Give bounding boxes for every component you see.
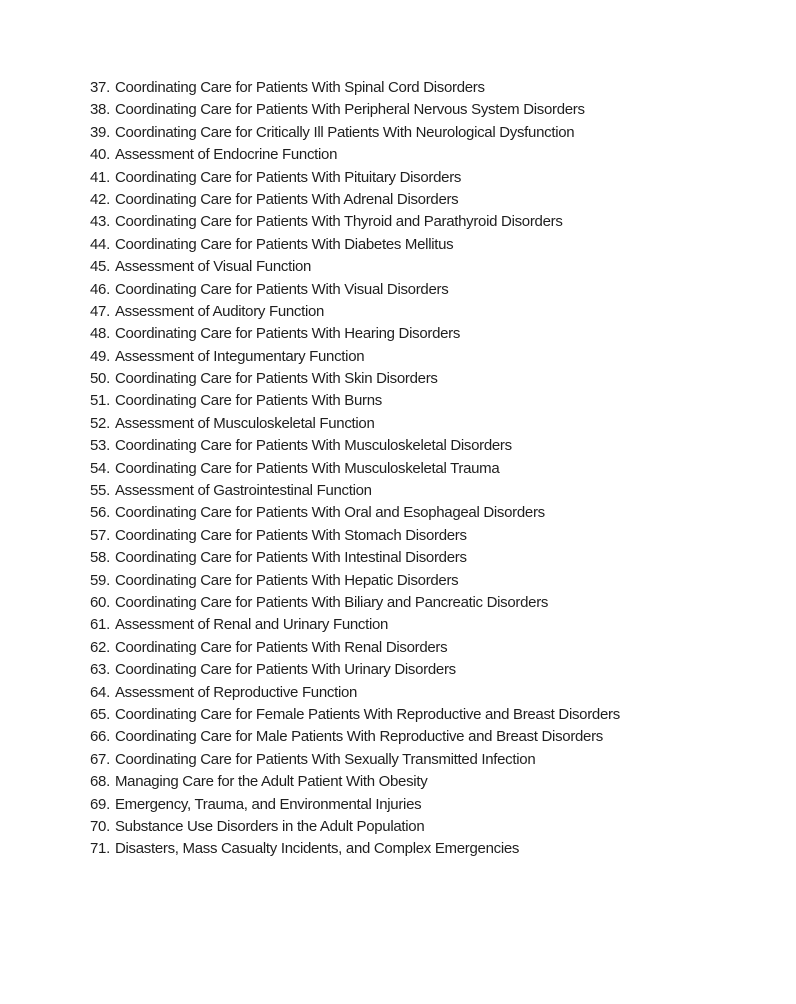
chapter-number: 41. bbox=[90, 168, 110, 186]
chapter-number: 63. bbox=[90, 661, 110, 679]
chapter-title: Coordinating Care for Patients With Oral and Esophageal Disorders bbox=[114, 504, 545, 522]
toc-list-item bbox=[90, 413, 620, 435]
chapter-title: Coordinating Care for Patients With Renal Disorders bbox=[114, 638, 448, 656]
chapter-number: 59. bbox=[90, 571, 110, 589]
toc-list-item bbox=[90, 637, 620, 659]
toc-list-item bbox=[90, 368, 620, 390]
chapter-title: Assessment of Gastrointestinal Function bbox=[114, 482, 372, 500]
toc-list-item bbox=[90, 77, 620, 99]
chapter-title: Coordinating Care for Patients With Stomach Disorders bbox=[114, 526, 467, 544]
chapter-number: 64. bbox=[90, 683, 110, 701]
toc-list-item bbox=[90, 570, 620, 592]
chapter-number: 58. bbox=[90, 549, 110, 567]
chapter-number: 46. bbox=[90, 280, 110, 298]
chapter-number: 51. bbox=[90, 392, 110, 410]
chapter-number: 56. bbox=[90, 504, 110, 522]
chapter-title: Assessment of Integumentary Function bbox=[114, 347, 365, 365]
chapter-number: 69. bbox=[90, 795, 110, 813]
chapter-number: 42. bbox=[90, 190, 110, 208]
chapter-title: Assessment of Renal and Urinary Function bbox=[114, 616, 389, 634]
toc-list-item bbox=[90, 189, 620, 211]
toc-list-item bbox=[90, 659, 620, 681]
chapter-title: Assessment of Reproductive Function bbox=[114, 683, 358, 701]
toc-list-item bbox=[90, 682, 620, 704]
chapter-number: 44. bbox=[90, 235, 110, 253]
chapter-number: 48. bbox=[90, 325, 110, 343]
toc-list-item bbox=[90, 704, 620, 726]
toc-list-item bbox=[90, 749, 620, 771]
chapter-number: 52. bbox=[90, 414, 110, 432]
toc-list-item bbox=[90, 592, 620, 614]
chapter-title: Coordinating Care for Patients With Intestinal Disorders bbox=[114, 549, 467, 567]
toc-list-item bbox=[90, 547, 620, 569]
chapter-title: Coordinating Care for Patients With Spinal Cord Disorders bbox=[114, 79, 485, 96]
toc-list-item bbox=[90, 838, 620, 860]
chapter-number: 68. bbox=[90, 773, 110, 791]
chapter-title: Coordinating Care for Female Patients With Reproductive and Breast Disorders bbox=[114, 705, 620, 723]
chapter-number: 61. bbox=[90, 616, 110, 634]
chapter-number: 55. bbox=[90, 482, 110, 500]
chapter-number: 37. bbox=[90, 79, 110, 96]
chapter-number: 43. bbox=[90, 213, 110, 231]
chapter-number: 67. bbox=[90, 750, 110, 768]
chapter-number: 71. bbox=[90, 840, 110, 858]
toc-list-item bbox=[90, 771, 620, 793]
toc-list-item bbox=[90, 211, 620, 233]
chapter-title: Assessment of Endocrine Function bbox=[114, 146, 338, 164]
toc-list-item bbox=[90, 614, 620, 636]
toc-list-item bbox=[90, 502, 620, 524]
chapter-title: Coordinating Care for Patients With Sexually Transmitted Infection bbox=[114, 750, 536, 768]
chapter-title: Coordinating Care for Patients With Musculoskeletal Disorders bbox=[114, 437, 512, 455]
chapter-title: Assessment of Visual Function bbox=[114, 258, 312, 276]
toc-list-item bbox=[90, 279, 620, 301]
toc-list-item bbox=[90, 794, 620, 816]
toc-list-item bbox=[90, 480, 620, 502]
toc-list-item bbox=[90, 726, 620, 748]
toc-list-item bbox=[90, 167, 620, 189]
chapter-number: 49. bbox=[90, 347, 110, 365]
toc-list-item bbox=[90, 816, 620, 838]
chapter-number: 65. bbox=[90, 705, 110, 723]
chapter-number: 62. bbox=[90, 638, 110, 656]
toc-list-item bbox=[90, 346, 620, 368]
chapter-title: Coordinating Care for Patients With Peripheral Nervous System Disorders bbox=[114, 101, 585, 119]
chapter-number: 39. bbox=[90, 123, 110, 141]
chapter-title: Coordinating Care for Patients With Biliary and Pancreatic Disorders bbox=[114, 593, 549, 611]
chapter-title: Disasters, Mass Casualty Incidents, and Complex Emergencies bbox=[114, 840, 520, 858]
chapter-number: 45. bbox=[90, 258, 110, 276]
chapter-number: 38. bbox=[90, 101, 110, 119]
toc-list-item bbox=[90, 99, 620, 121]
chapter-number: 57. bbox=[90, 526, 110, 544]
chapter-title: Coordinating Care for Patients With Skin Disorders bbox=[114, 370, 438, 388]
toc-list-item bbox=[90, 390, 620, 412]
chapter-title: Coordinating Care for Patients With Thyroid and Parathyroid Disorders bbox=[114, 213, 563, 231]
chapter-number: 47. bbox=[90, 302, 110, 320]
chapter-number: 70. bbox=[90, 817, 110, 835]
chapter-title: Coordinating Care for Critically Ill Patients With Neurological Dysfunction bbox=[114, 123, 575, 141]
toc-list-item bbox=[90, 458, 620, 480]
chapter-number: 53. bbox=[90, 437, 110, 455]
chapter-title: Coordinating Care for Patients With Pituitary Disorders bbox=[114, 168, 462, 186]
chapter-title: Coordinating Care for Patients With Visual Disorders bbox=[114, 280, 449, 298]
chapter-title: Coordinating Care for Patients With Burns bbox=[114, 392, 382, 410]
chapter-number: 54. bbox=[90, 459, 110, 477]
chapter-number: 66. bbox=[90, 728, 110, 746]
toc-list bbox=[90, 77, 620, 861]
chapter-title: Assessment of Musculoskeletal Function bbox=[114, 414, 375, 432]
chapter-title: Coordinating Care for Patients With Urinary Disorders bbox=[114, 661, 456, 679]
chapter-number: 40. bbox=[90, 146, 110, 164]
chapter-number: 50. bbox=[90, 370, 110, 388]
chapter-title: Coordinating Care for Patients With Musculoskeletal Trauma bbox=[114, 459, 500, 477]
chapter-title: Emergency, Trauma, and Environmental Injuries bbox=[114, 795, 422, 813]
chapter-title: Managing Care for the Adult Patient With Obesity bbox=[114, 773, 428, 791]
chapter-title: Coordinating Care for Patients With Hepatic Disorders bbox=[114, 571, 459, 589]
toc-list-item bbox=[90, 234, 620, 256]
chapter-title: Coordinating Care for Male Patients With Reproductive and Breast Disorders bbox=[114, 728, 603, 746]
chapter-title: Coordinating Care for Patients With Adrenal Disorders bbox=[114, 190, 459, 208]
chapter-title: Assessment of Auditory Function bbox=[114, 302, 325, 320]
toc-list-item bbox=[90, 435, 620, 457]
chapter-number: 60. bbox=[90, 593, 110, 611]
toc-list-item bbox=[90, 301, 620, 323]
toc-list-item bbox=[90, 525, 620, 547]
toc-list-item bbox=[90, 323, 620, 345]
toc-list-item bbox=[90, 256, 620, 278]
chapter-title: Coordinating Care for Patients With Diabetes Mellitus bbox=[114, 235, 454, 253]
toc-list-item bbox=[90, 144, 620, 166]
toc-list-item bbox=[90, 122, 620, 144]
chapter-title: Coordinating Care for Patients With Hearing Disorders bbox=[114, 325, 461, 343]
chapter-title: Substance Use Disorders in the Adult Population bbox=[114, 817, 425, 835]
